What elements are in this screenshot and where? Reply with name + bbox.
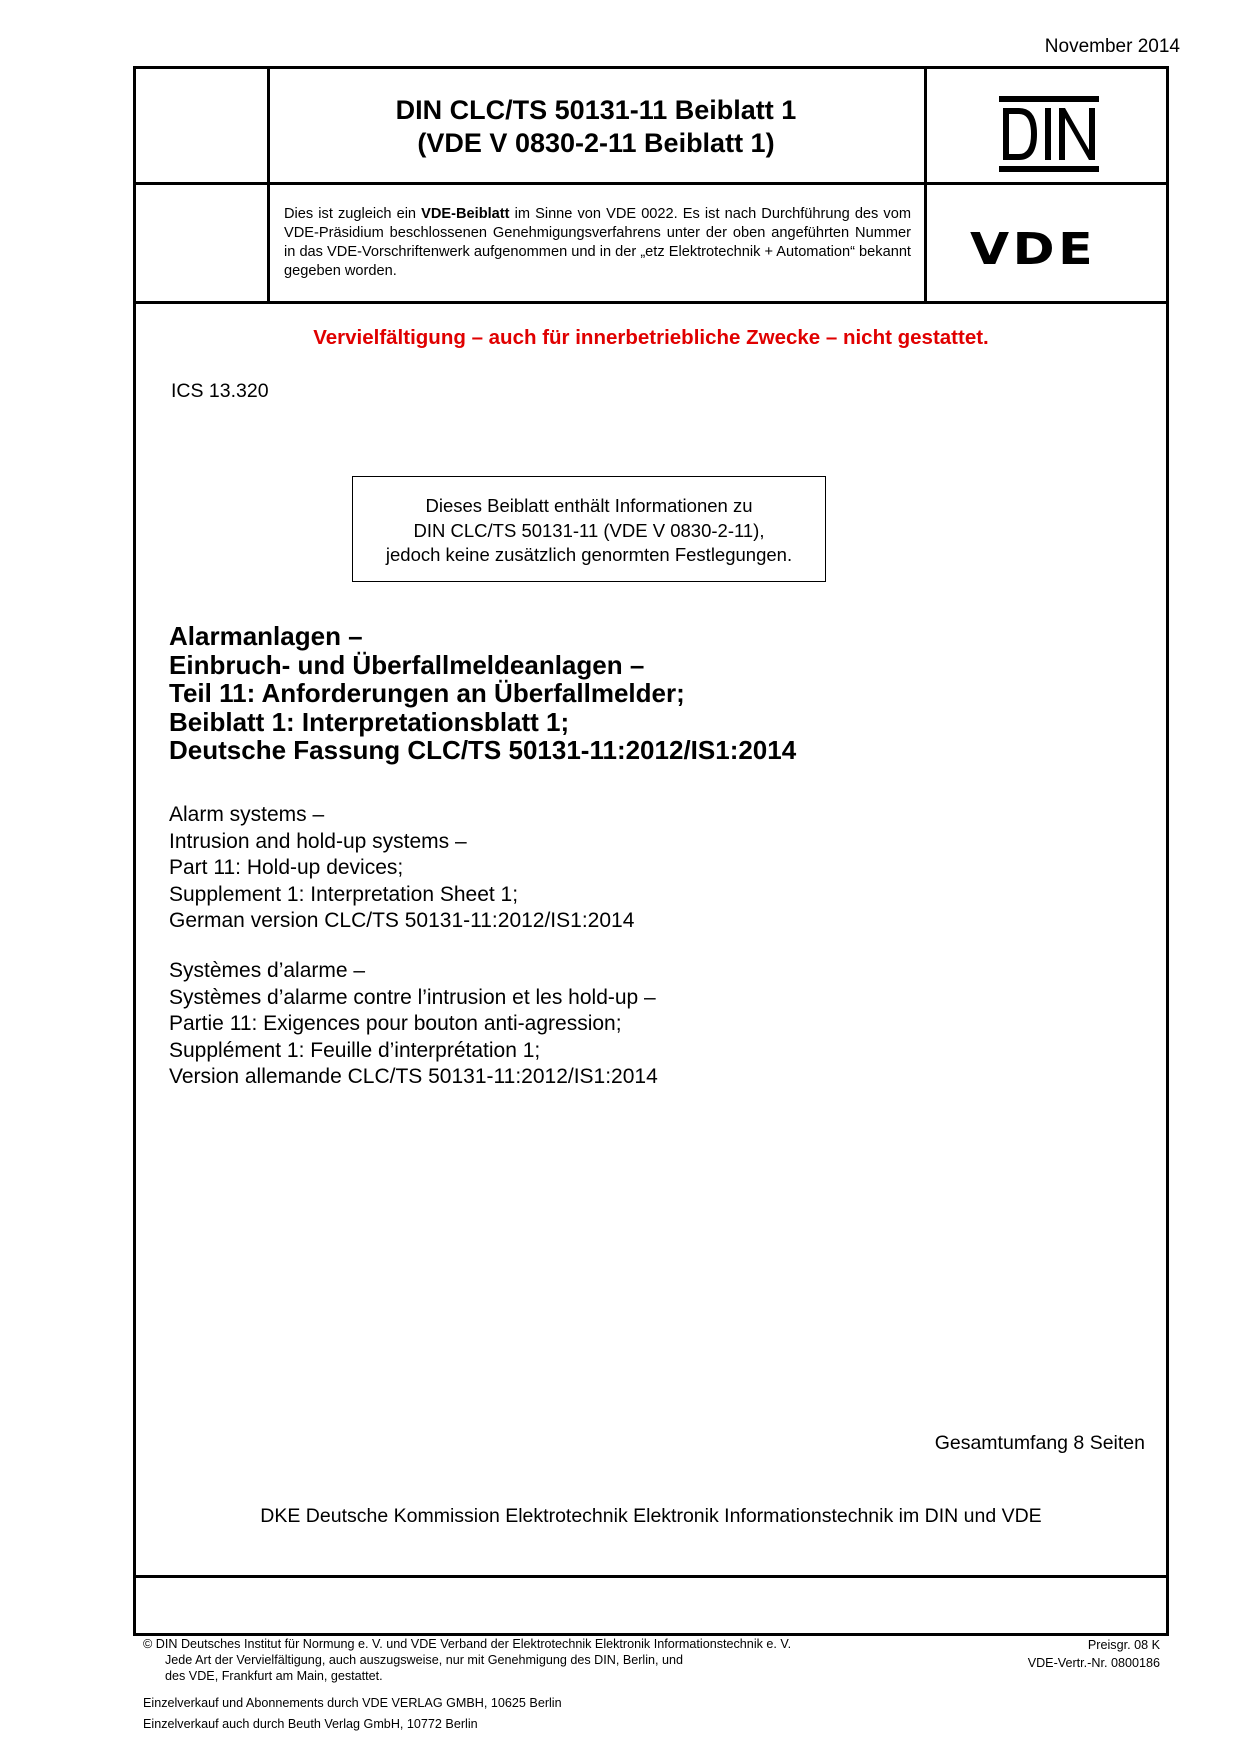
document-number-vde: (VDE V 0830-2-11 Beiblatt 1) [417, 128, 775, 158]
vde-distribution-number: VDE-Vertr.-Nr. 0800186 [1027, 1656, 1160, 1670]
publication-date: November 2014 [1044, 36, 1180, 57]
document-number-din: DIN CLC/TS 50131-11 Beiblatt 1 [395, 95, 797, 125]
title-french: Systèmes d’alarme – Systèmes d’alarme contre l’intrusion et les hold-up – Partie 11: Exigences pour bouton anti-agression; Supplément 1: Feuille d’interprétation 1; Version allemande CLC/TS 50131-11:2012/IS1:2014 [169, 959, 658, 1088]
header-divider-right [924, 66, 927, 304]
title-german: Alarmanlagen – Einbruch- und Überfallmeldeanlagen – Teil 11: Anforderungen an Überfallmelder; Beiblatt 1: Interpretationsblatt 1; Deutsche Fassung CLC/TS 50131-11:2012/IS1:2014 [169, 621, 797, 765]
header-divider-left [267, 66, 270, 304]
header-row-divider [133, 182, 1169, 185]
reproduction-warning: Vervielfältigung – auch für innerbetriebliche Zwecke – nicht gestattet. [313, 326, 989, 349]
supplement-info-box: Dieses Beiblatt enthält Informationen zu DIN CLC/TS 50131-11 (VDE V 0830-2-11), jedoch keine zusätzlich genormten Festlegungen. [352, 476, 826, 582]
sales-info: Einzelverkauf und Abonnements durch VDE VERLAG GMBH, 10625 Berlin Einzelverkauf auch durch Beuth Verlag GmbH, 10772 Berlin [143, 1696, 562, 1731]
footer-box-divider [133, 1575, 1169, 1578]
vde-supplement-term: VDE-Beiblatt [421, 206, 510, 222]
dke-committee: DKE Deutsche Kommission Elektrotechnik Elektronik Informationstechnik im DIN und VDE [260, 1505, 1042, 1527]
ics-code: ICS 13.320 [171, 380, 269, 402]
din-logo [997, 94, 1101, 174]
price-group: Preisgr. 08 K [1087, 1638, 1160, 1652]
vde-supplement-notice: Dies ist zugleich ein VDE-Beiblatt im Sinne von VDE 0022. Es ist nach Durchführung des vom VDE-Präsidium beschlossenen Genehmigungsverfahrens unter der oben angeführten Nummer in das VDE-Vorschriftenwerk aufgenommen und in der „etz Elektrotechnik + Automation“ bekannt gegeben worden. [284, 206, 911, 279]
document-number [271, 94, 921, 160]
price-info [1028, 1636, 1160, 1672]
total-pages: Gesamtumfang 8 Seiten [934, 1432, 1145, 1454]
header-bottom-divider [133, 301, 1169, 304]
copyright-notice: © DIN Deutsches Institut für Normung e. V. und VDE Verband der Elektrotechnik Elektronik Informationstechnik e. V. Jede Art der Vervielfältigung, auch auszugsweise, nur mit Genehmigung des DIN, Berlin, und des VDE, Frankfurt am Main, gestattet. [143, 1637, 792, 1683]
title-english: Alarm systems – Intrusion and hold-up systems – Part 11: Hold-up devices; Supplement 1: Interpretation Sheet 1; German version CLC/TS 50131-11:2012/IS1:2014 [169, 803, 635, 932]
vde-logo: VDE [970, 224, 1097, 275]
